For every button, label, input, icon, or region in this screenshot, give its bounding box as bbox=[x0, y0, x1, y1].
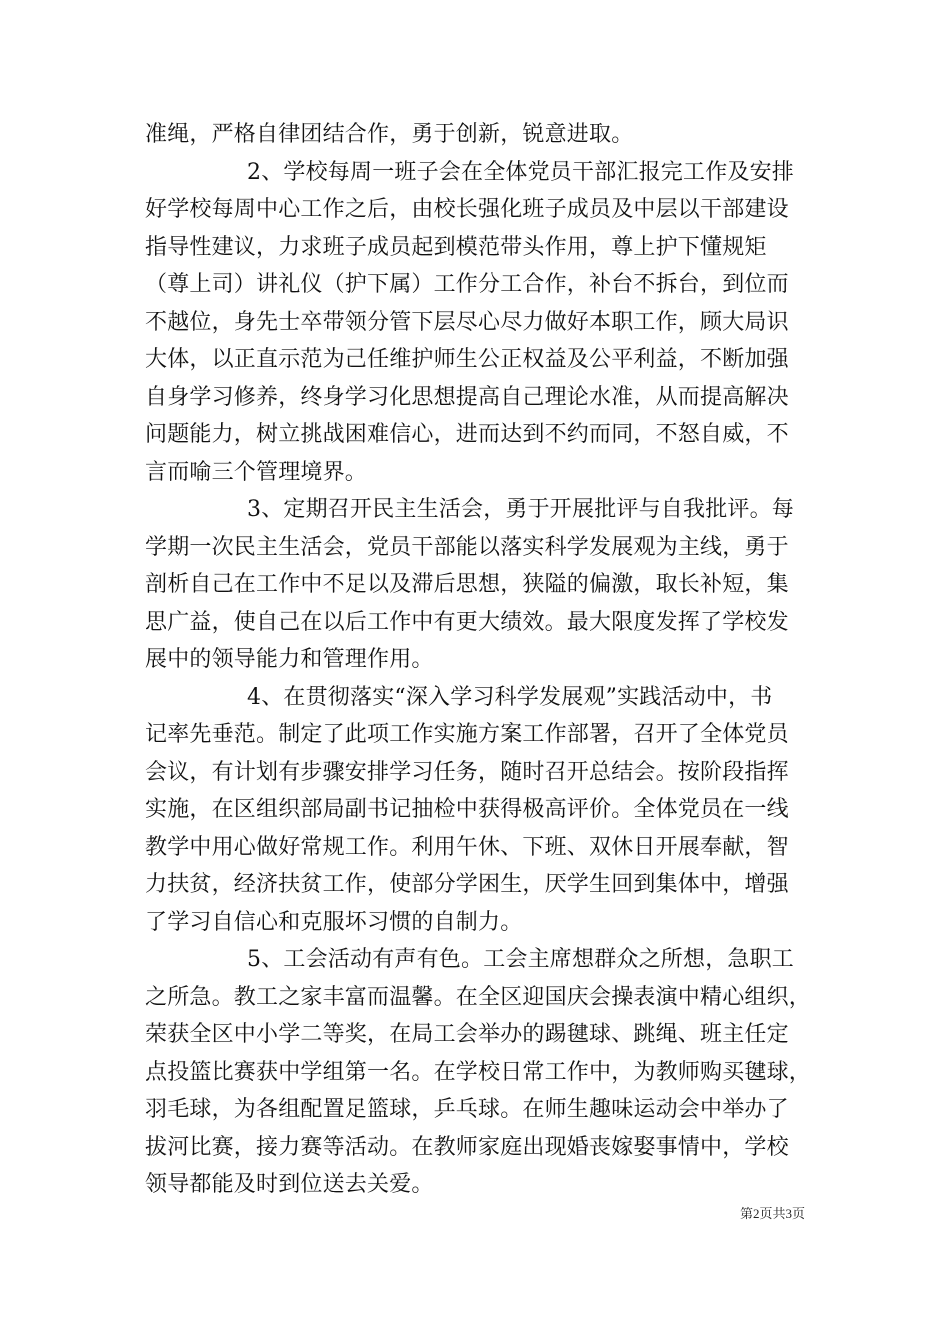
text-line: 展中的领导能力和管理作用。 bbox=[145, 647, 434, 672]
text-line: 会议，有计划有步骤安排学习任务，随时召开总结会。按阶段指挥 bbox=[145, 759, 789, 785]
text-line: 言而喻三个管理境界。 bbox=[145, 459, 368, 485]
text-line: 自身学习修养，终身学习化思想提高自己理论水准，从而提高解决 bbox=[145, 384, 789, 410]
text-line: 指导性建议，力求班子成员起到模范带头作用，尊上护下懂规矩 bbox=[145, 234, 767, 260]
text-line: 剖析自己在工作中不足以及滞后思想，狭隘的偏激，取长补短，集 bbox=[145, 572, 789, 597]
text-line: 记率先垂范。制定了此项工作实施方案工作部署，召开了全体党员 bbox=[145, 722, 789, 747]
text-line: 之所急。教工之家丰富而温馨。在全区迎国庆会操表演中精心组织， bbox=[145, 984, 812, 1010]
paragraph bbox=[145, 154, 835, 492]
document-body bbox=[145, 116, 835, 1204]
text-line: 3、定期召开民主生活会，勇于开展批评与自我批评。每 bbox=[247, 497, 794, 522]
text-line: 教学中用心做好常规工作。利用午休、下班、双休日开展奉献，智 bbox=[145, 834, 789, 860]
text-line: 大体，以正直示范为己任维护师生公正权益及公平利益，不断加强 bbox=[145, 347, 789, 372]
text-line: 4、在贯彻落实“深入学习科学发展观”实践活动中，书 bbox=[247, 684, 773, 710]
text-line: （尊上司）讲礼仪（护下属）工作分工合作，补台不拆台，到位而 bbox=[145, 272, 789, 297]
text-line: 点投篮比赛获中学组第一名。在学校日常工作中，为教师购买毽球， bbox=[145, 1059, 812, 1085]
page-number: 第2页共3页 bbox=[739, 1206, 805, 1221]
paragraph bbox=[145, 491, 835, 679]
paragraph bbox=[145, 116, 835, 154]
text-line: 了学习自信心和克服坏习惯的自制力。 bbox=[145, 909, 523, 935]
text-line: 5、工会活动有声有色。工会主席想群众之所想，急职工 bbox=[247, 947, 794, 972]
paragraph bbox=[145, 941, 835, 1204]
text-line: 领导都能及时到位送去关爱。 bbox=[145, 1172, 434, 1197]
text-line: 羽毛球，为各组配置足篮球，乒乓球。在师生趣味运动会中举办了 bbox=[145, 1097, 789, 1122]
text-line: 问题能力，树立挑战困难信心，进而达到不约而同，不怒自威，不 bbox=[145, 422, 789, 447]
text-line: 力扶贫，经济扶贫工作，使部分学困生，厌学生回到集体中，增强 bbox=[145, 872, 789, 897]
text-line: 思广益，使自己在以后工作中有更大绩效。最大限度发挥了学校发 bbox=[145, 609, 789, 635]
text-line: 2、学校每周一班子会在全体党员干部汇报完工作及安排 bbox=[247, 159, 794, 185]
text-line: 好学校每周中心工作之后，由校长强化班子成员及中层以干部建设 bbox=[145, 197, 789, 222]
text-line: 实施，在区组织部局副书记抽检中获得极高评价。全体党员在一线 bbox=[145, 797, 789, 822]
text-line: 荣获全区中小学二等奖，在局工会举办的踢毽球、跳绳、班主任定 bbox=[145, 1022, 789, 1047]
paragraph bbox=[145, 679, 835, 942]
text-line: 学期一次民主生活会，党员干部能以落实科学发展观为主线，勇于 bbox=[145, 534, 789, 560]
text-line: 不越位，身先士卒带领分管下层尽心尽力做好本职工作，顾大局识 bbox=[145, 309, 789, 335]
text-line: 拔河比赛，接力赛等活动。在教师家庭出现婚丧嫁娶事情中，学校 bbox=[145, 1134, 789, 1160]
text-line: 准绳，严格自律团结合作，勇于创新，锐意进取。 bbox=[145, 122, 634, 147]
